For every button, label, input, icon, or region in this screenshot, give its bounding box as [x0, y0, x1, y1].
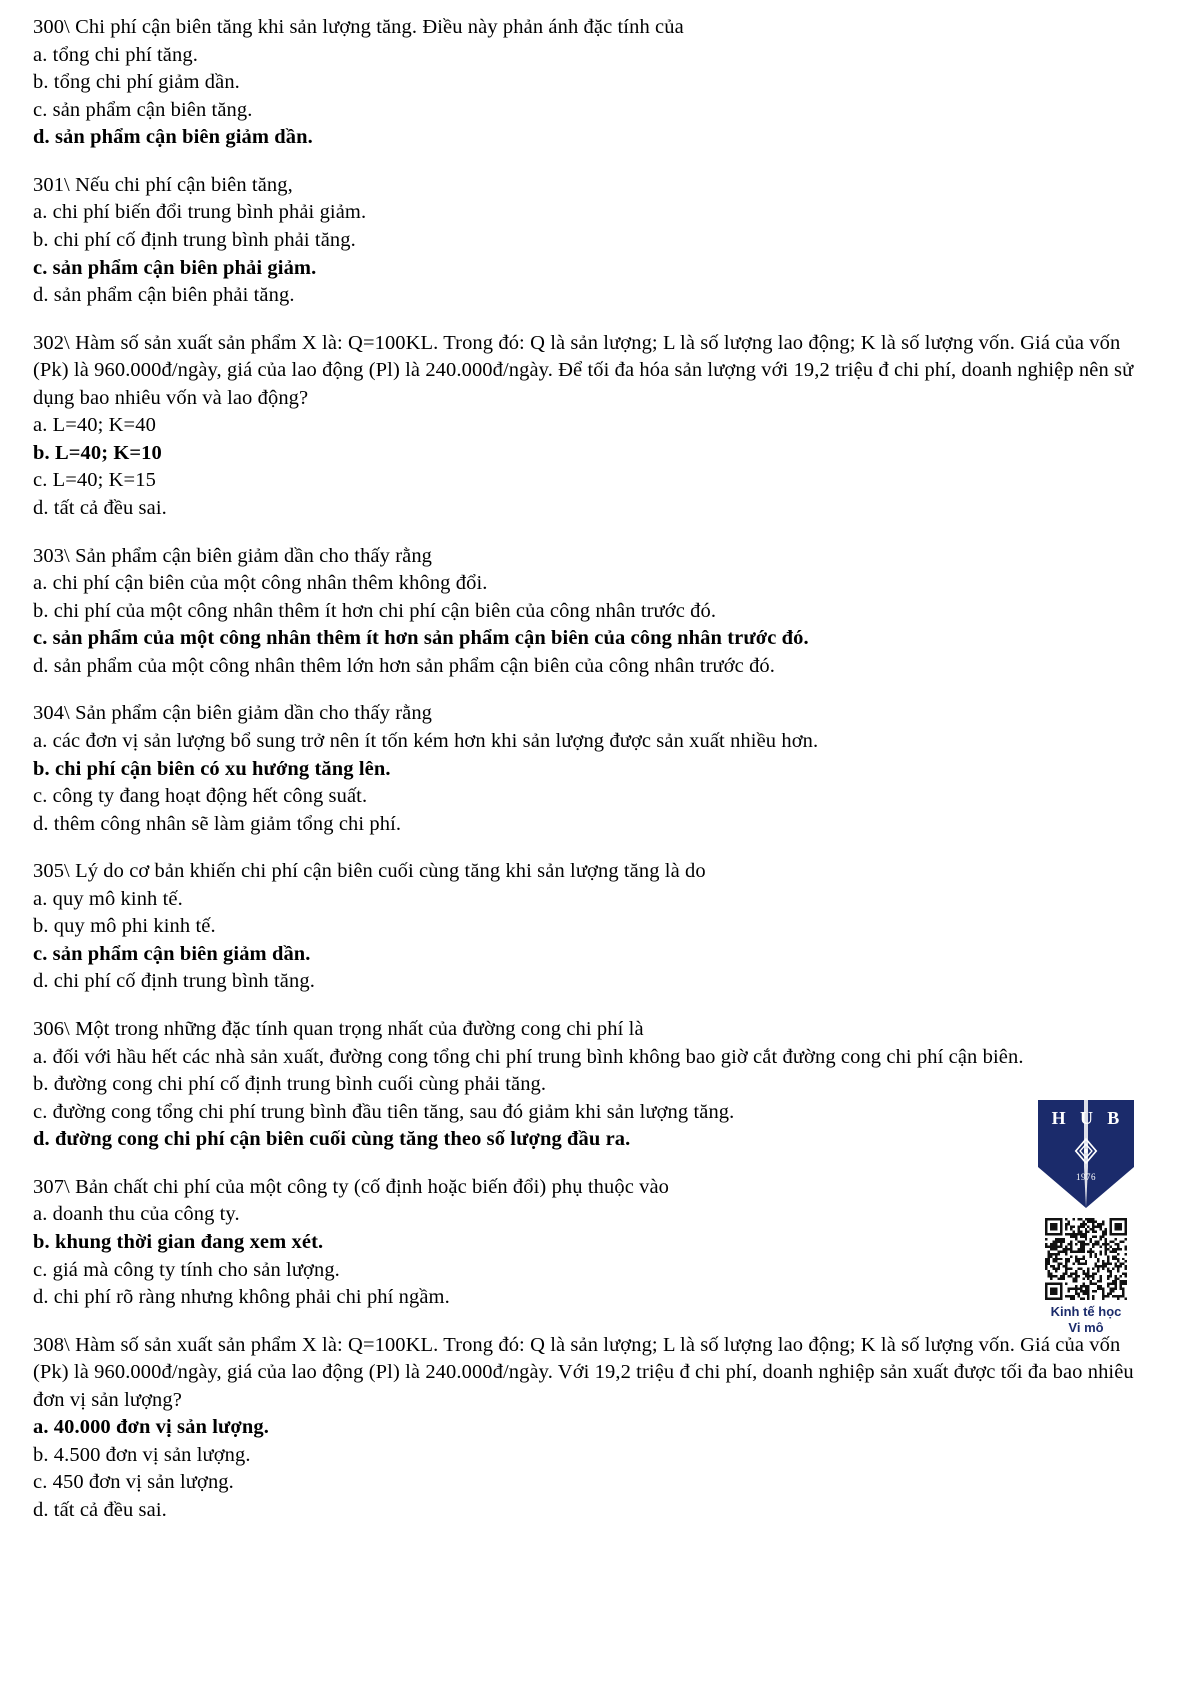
caption-line-1: Kinh tế học — [1050, 1304, 1122, 1319]
answer-option-correct: d. đường cong chi phí cận biên cuối cùng tăng theo số lượng đầu ra. — [33, 1128, 631, 1151]
answer-option-correct: b. khung thời gian đang xem xét. — [33, 1230, 324, 1253]
caption-line-2: Vi mô — [1068, 1320, 1104, 1336]
answer-option-correct: c. sản phẩm của một công nhân thêm ít hơn sản phẩm cận biên của công nhân trước đó. — [33, 627, 809, 650]
shield-letter-b: B — [1107, 1108, 1121, 1128]
answer-option: b. chi phí cố định trung bình phải tăng. — [33, 228, 356, 251]
question-stem: 305\ Lý do cơ bản khiến chi phí cận biên cuối cùng tăng khi sản lượng tăng là do — [33, 860, 706, 883]
question-stem: 308\ Hàm số sản xuất sản phẩm X là: Q=100KL. Trong đó: Q là sản lượng; L là số lượng lao động; K là số lượng vốn. Giá của vốn (Pk) là 960.000đ/ngày, giá của lao động (Pl) là 240.000đ/ngày. Với 19,2 triệu đ chi phí, doanh nghiệp sản xuất được tối đa bao nhiêu đơn vị sản lượng? — [33, 1333, 1134, 1411]
answer-option: a. chi phí biến đổi trung bình phải giảm. — [33, 201, 367, 224]
question-block — [33, 700, 1160, 838]
answer-option: d. thêm công nhân sẽ làm giảm tổng chi phí. — [33, 812, 402, 835]
answer-option: b. chi phí của một công nhân thêm ít hơn chi phí cận biên của công nhân trước đó. — [33, 599, 717, 622]
question-block — [33, 172, 1160, 310]
answer-option: b. quy mô phi kinh tế. — [33, 915, 216, 938]
question-block — [33, 330, 1160, 523]
question-stem: 307\ Bản chất chi phí của một công ty (cố định hoặc biến đổi) phụ thuộc vào — [33, 1175, 670, 1198]
qr-code — [1045, 1218, 1127, 1300]
answer-option: d. sản phẩm cận biên phải tăng. — [33, 284, 295, 307]
question-stem: 302\ Hàm số sản xuất sản phẩm X là: Q=100KL. Trong đó: Q là sản lượng; L là số lượng lao động; K là số lượng vốn. Giá của vốn (Pk) là 960.000đ/ngày, giá của lao động (Pl) là 240.000đ/ngày. Để tối đa hóa sản lượng với 19,2 triệu đ chi phí, doanh nghiệp nên sử dụng bao nhiêu vốn và lao động? — [33, 331, 1134, 409]
answer-option: c. sản phẩm cận biên tăng. — [33, 98, 253, 121]
question-stem: 300\ Chi phí cận biên tăng khi sản lượng tăng. Điều này phản ánh đặc tính của — [33, 16, 684, 38]
question-stem: 306\ Một trong những đặc tính quan trọng nhất của đường cong chi phí là — [33, 1018, 644, 1040]
diamond-emblem-icon — [1069, 1134, 1103, 1168]
answer-option: b. đường cong chi phí cố định trung bình cuối cùng phải tăng. — [33, 1073, 547, 1096]
question-block — [33, 543, 1160, 681]
answer-option: d. tất cả đều sai. — [33, 1499, 167, 1521]
answer-option: c. công ty đang hoạt động hết công suất. — [33, 785, 368, 808]
shield-letter-h: H — [1051, 1108, 1067, 1128]
answer-option-correct: d. sản phẩm cận biên giảm dần. — [33, 126, 313, 149]
question-block — [33, 1332, 1160, 1525]
answer-option: a. chi phí cận biên của một công nhân thêm không đổi. — [33, 572, 488, 595]
answer-option: c. L=40; K=15 — [33, 469, 156, 492]
answer-option-correct: b. chi phí cận biên có xu hướng tăng lên. — [33, 757, 391, 780]
question-stem: 303\ Sản phẩm cận biên giảm dần cho thấy rằng — [33, 544, 433, 567]
shield-letter-u: U — [1079, 1108, 1094, 1128]
answer-option: c. đường cong tổng chi phí trung bình đầu tiên tăng, sau đó giảm khi sản lượng tăng. — [33, 1100, 735, 1123]
answer-option-correct: a. 40.000 đơn vị sản lượng. — [33, 1416, 269, 1439]
answer-option: d. sản phẩm của một công nhân thêm lớn hơn sản phẩm cận biên của công nhân trước đó. — [33, 654, 776, 677]
question-block — [33, 1016, 1160, 1154]
qr-code-svg — [1045, 1218, 1127, 1300]
answer-option: b. tổng chi phí giảm dần. — [33, 71, 240, 94]
answer-option-correct: c. sản phẩm cận biên giảm dần. — [33, 942, 311, 965]
shield-year: 1976 — [1076, 1172, 1096, 1182]
question-block — [33, 858, 1160, 996]
question-block — [33, 14, 1160, 152]
question-stem: 301\ Nếu chi phí cận biên tăng, — [33, 173, 293, 196]
question-block — [33, 1174, 1160, 1312]
answer-option: a. tổng chi phí tăng. — [33, 43, 198, 66]
answer-option: d. chi phí cố định trung bình tăng. — [33, 970, 315, 993]
answer-option: c. giá mà công ty tính cho sản lượng. — [33, 1258, 340, 1281]
answer-option: a. doanh thu của công ty. — [33, 1203, 240, 1226]
shield-letters — [1038, 1108, 1134, 1129]
answer-option-correct: c. sản phẩm cận biên phải giảm. — [33, 256, 317, 279]
answer-option: c. 450 đơn vị sản lượng. — [33, 1471, 234, 1494]
answer-option: a. các đơn vị sản lượng bổ sung trở nên ít tốn kém hơn khi sản lượng được sản xuất nhiều hơn. — [33, 729, 819, 752]
watermark-badge — [1022, 1100, 1150, 1337]
watermark-caption — [1022, 1304, 1150, 1337]
answer-option: d. chi phí rõ ràng nhưng không phải chi phí ngầm. — [33, 1286, 450, 1309]
answer-option: d. tất cả đều sai. — [33, 497, 167, 519]
answer-option: a. L=40; K=40 — [33, 414, 156, 437]
answer-option: a. đối với hầu hết các nhà sản xuất, đường cong tổng chi phí trung bình không bao giờ cắt đường cong chi phí cận biên. — [33, 1045, 1024, 1068]
question-list — [33, 14, 1160, 1525]
question-stem: 304\ Sản phẩm cận biên giảm dần cho thấy rằng — [33, 702, 433, 725]
hub-shield-logo — [1038, 1100, 1134, 1208]
answer-option: a. quy mô kinh tế. — [33, 887, 183, 910]
answer-option-correct: b. L=40; K=10 — [33, 441, 162, 464]
answer-option: b. 4.500 đơn vị sản lượng. — [33, 1443, 251, 1466]
